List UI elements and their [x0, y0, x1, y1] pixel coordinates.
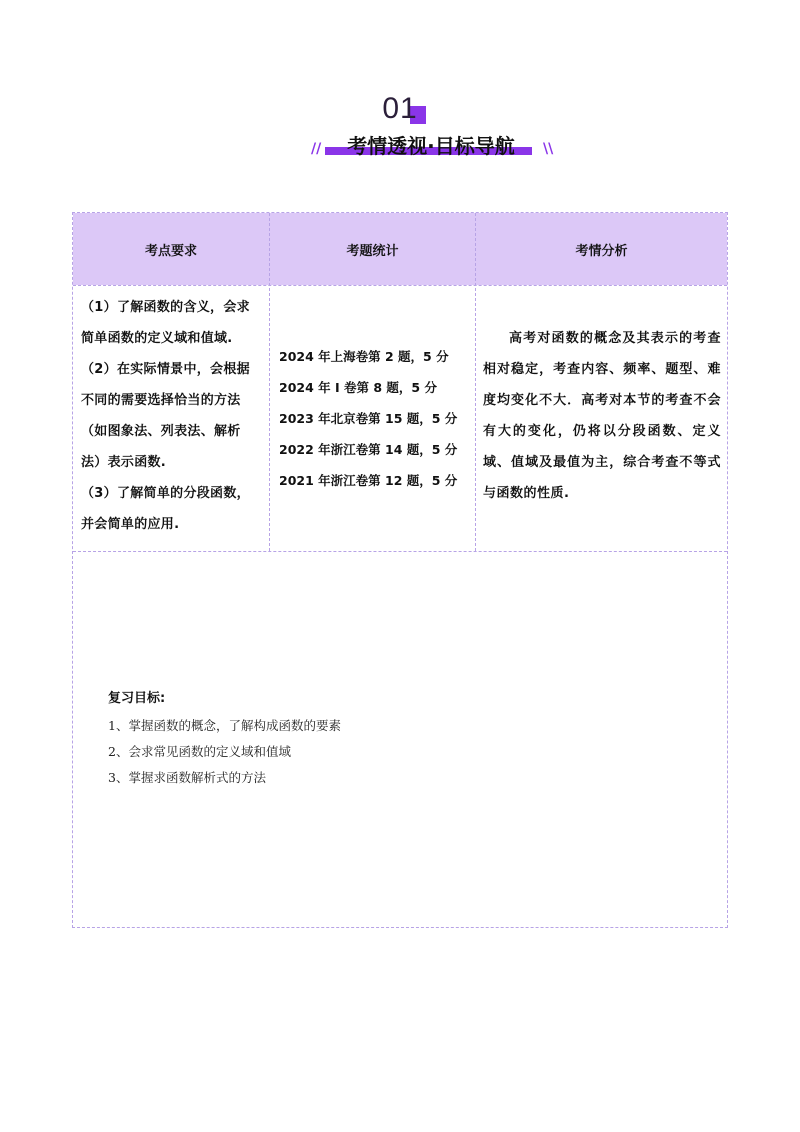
- statistic-line: 2021 年浙江卷第 12 题，5 分: [279, 473, 458, 488]
- review-item: 3、掌握求函数解析式的方法: [108, 770, 266, 785]
- table-header-row: [73, 213, 727, 285]
- review-goals: [108, 687, 668, 791]
- requirement-line: （如图象法、列表法、解析: [81, 424, 241, 439]
- requirements-cell: [81, 292, 269, 540]
- header-requirements: 考点要求: [144, 243, 197, 259]
- statistic-line: 2024 年上海卷第 2 题，5 分: [279, 349, 449, 364]
- review-item: 1、掌握函数的概念，了解构成函数的要素: [108, 718, 341, 733]
- column-divider: [475, 213, 476, 551]
- requirement-line: 不同的需要选择恰当的方法: [81, 393, 241, 408]
- header-statistics: 考题统计: [346, 243, 399, 259]
- statistic-line: 2024 年 I 卷第 8 题，5 分: [279, 380, 437, 395]
- requirement-line: 简单函数的定义域和值域.: [81, 331, 233, 346]
- requirement-line: （1）了解函数的含义，会求: [81, 300, 250, 315]
- section-title-banner: [311, 128, 554, 158]
- column-divider: [269, 213, 270, 551]
- section-title: 考情透视·目标导航: [347, 134, 515, 158]
- header-analysis: 考情分析: [575, 243, 628, 259]
- statistics-cell: [279, 341, 475, 496]
- left-slash-decoration: //: [311, 141, 322, 157]
- requirement-line: （3）了解简单的分段函数，: [81, 486, 250, 501]
- row-divider: [73, 285, 727, 286]
- right-slash-decoration: \\: [543, 141, 554, 157]
- statistic-line: 2022 年浙江卷第 14 题，5 分: [279, 442, 458, 457]
- section-number: 01: [382, 92, 418, 125]
- review-item: 2、会求常见函数的定义域和值域: [108, 744, 291, 759]
- requirement-line: 并会简单的应用.: [81, 517, 180, 532]
- review-heading: 复习目标:: [108, 691, 166, 706]
- requirement-line: （2）在实际情景中，会根据: [81, 362, 250, 377]
- statistic-line: 2023 年北京卷第 15 题，5 分: [279, 411, 458, 426]
- analysis-text: 高考对函数的概念及其表示的考查相对稳定，考查内容、频率、题型、难度均变化不大．高考对本节的考查不会有大的变化，仍将以分段函数、定义域、值域及最值为主，综合考查不等式与函数的性质.: [483, 331, 721, 501]
- requirement-line: 法）表示函数.: [81, 455, 167, 470]
- analysis-cell: [483, 323, 721, 509]
- exam-info-table: [72, 212, 728, 928]
- row-divider: [73, 551, 727, 552]
